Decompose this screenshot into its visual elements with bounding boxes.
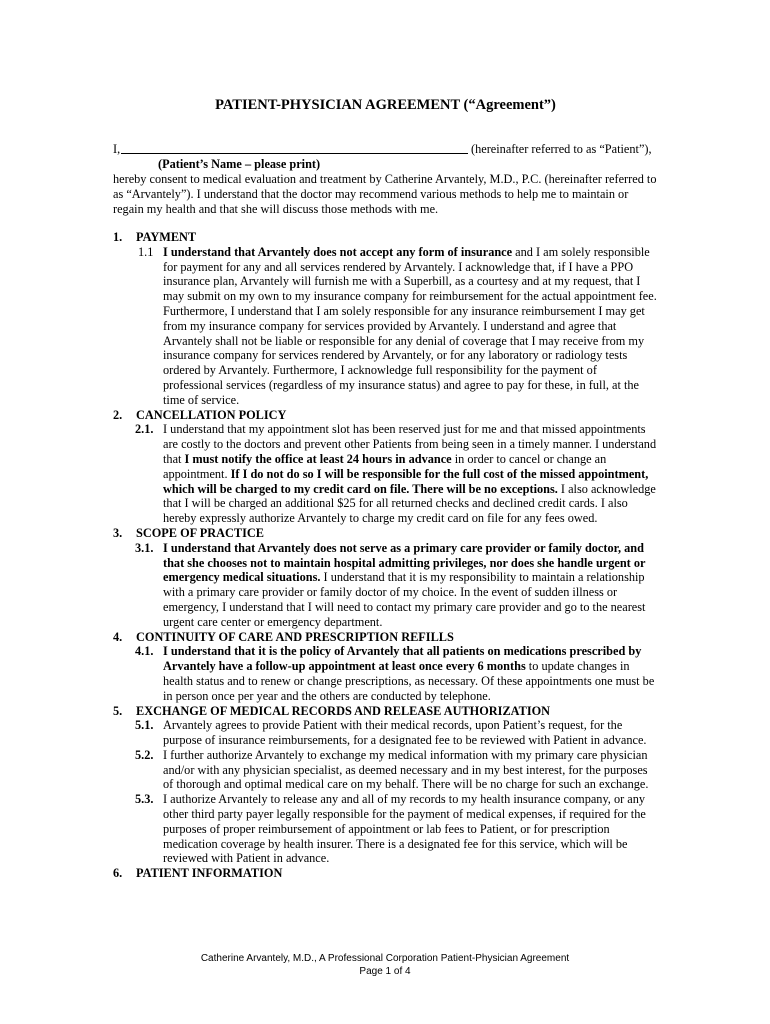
clause-number: 5.2. [135, 747, 154, 762]
document-title: PATIENT-PHYSICIAN AGREEMENT (“Agreement”) [215, 97, 556, 113]
clause-text: to update changes in health status and to renew or change prescriptions, as necessary. Of these appointments one must be in person once per year and the others are conducted by telephone. [163, 659, 655, 703]
clause-number: 5.3. [135, 792, 154, 807]
clause-number: 3.1. [135, 540, 154, 555]
clause-bold-text: If I do not do so I will be responsible for the full cost of the missed appointment, which will be charged to my credit card on file. There will be no exceptions. [163, 466, 649, 496]
section-title: EXCHANGE OF MEDICAL RECORDS AND RELEASE AUTHORIZATION [136, 703, 551, 718]
intro-suffix: (hereinafter referred to as “Patient”), [471, 142, 652, 156]
clause-bold-text: I must notify the office at least 24 hours in advance [184, 451, 452, 466]
section-number: 3. [113, 525, 123, 540]
clause-2-1 [113, 422, 658, 526]
clause-text: I authorize Arvantely to release any and all of my records to my health insurance company, or any other third party payer legally responsible for the payment of medical expenses, if required for the purposes of proper reimbursement of appointment or lab fees to Patient, or for prescription medication coverage by health insurer. There is a designated fee for this service, which will be reviewed with Patient in advance. [163, 792, 646, 866]
page-number: Page 1 of 4 [359, 965, 411, 977]
section-scope [113, 526, 658, 630]
intro-paragraph [113, 142, 658, 216]
intro-prefix: I, [113, 142, 121, 156]
section-heading [113, 230, 658, 245]
section-number: 6. [113, 866, 123, 881]
clause-text: I further authorize Arvantely to exchange my medical information with my primary care physician and/or with any physician specialist, as deemed necessary and in my best interest, for the purposes of thorough and optimal medical care on my behalf. There will be no charge for such an exchange. [163, 747, 649, 792]
section-title: CANCELLATION POLICY [136, 407, 287, 422]
section-patient-information [113, 866, 658, 881]
page-footer [0, 953, 770, 978]
patient-name-blank[interactable] [121, 153, 468, 154]
clause-bold-text: I understand that Arvantely does not accept any form of insurance [163, 244, 513, 259]
footer-text: Catherine Arvantely, M.D., A Professional Corporation Patient-Physician Agreement [200, 953, 570, 964]
section-title: SCOPE OF PRACTICE [136, 525, 264, 540]
clause-number: 1.1 [138, 244, 154, 259]
clause-text: and I am solely responsible for payment for any and all services rendered by Arvantely. I acknowledge that, if I have a PPO insurance plan, Arvantely will furnish me with a Superbill, as a courtesy and at my request, that I may submit on my own to my insurance company for reimbursement for the actual appointment fee. Furthermore, I understand that I am solely responsible for any insurance reimbursement I may get from my insurance company for services provided by Arvantely. I understand and agree that Arvantely shall not be liable or responsible for any denial of coverage that I may receive from my insurance company for services rendered by Arvantely, or for any laboratory or radiology tests ordered by Arvantely. Furthermore, I acknowledge full responsibility for the payment of professional services (regardless of my insurance status) and agree to pay for these, in full, at the time of service. [163, 244, 657, 407]
section-heading [113, 704, 658, 719]
section-title: PAYMENT [136, 230, 197, 244]
clause-text: I understand that my appointment slot has been reserved just for me and that missed appointments are costly to the doctors and prevent other Patients from being seen in a timely manner. I understand that [163, 422, 657, 466]
section-heading [113, 408, 658, 423]
clause-number: 4.1. [135, 644, 154, 659]
section-records [113, 704, 658, 867]
section-number: 4. [113, 629, 123, 644]
clause-bold-text: I understand that Arvantely does not serve as a primary care provider or family doctor, and that she chooses not to maintain hospital admitting privileges, nor does she handle urgent or emergency medical situations. [163, 540, 646, 585]
section-heading [113, 526, 658, 541]
section-payment [113, 230, 658, 408]
clause-text: in order to cancel or change an appointment. [163, 451, 607, 481]
intro-body: hereby consent to medical evaluation and treatment by Catherine Arvantely, M.D., P.C. (hereinafter referred to as “Arvantely”). I understand that the doctor may recommend various methods to help me to maintain or regain my health and that she will discuss those methods with me. [113, 172, 657, 216]
section-number: 2. [113, 407, 123, 422]
section-title: PATIENT INFORMATION [136, 866, 283, 881]
clause-5-2 [113, 748, 658, 792]
clause-5-3 [113, 792, 658, 866]
section-heading [113, 866, 658, 881]
clause-number: 2.1. [135, 422, 154, 437]
clause-3-1 [113, 541, 658, 630]
section-number: 5. [113, 703, 123, 718]
clause-bold-text: I understand that it is the policy of Arvantely that all patients on medications prescribed by Arvantely have a follow-up appointment at least once every 6 months [163, 644, 642, 674]
clause-text: Arvantely agrees to provide Patient with their medical records, upon Patient’s request, for the purpose of insurance reimbursements, for a designated fee to be reviewed with Patient in advance. [163, 718, 647, 748]
section-cancellation [113, 408, 658, 526]
patient-name-line [113, 142, 658, 157]
patient-name-label: (Patient’s Name – please print) [158, 157, 321, 171]
clause-5-1 [113, 718, 658, 748]
clause-text: I understand that it is my responsibility to maintain a relationship with a primary care provider or family doctor of my choice. In the event of sudden illness or emergency, I understand that I will need to contact my primary care provider and go to the nearest urgent care center or emergency department. [163, 570, 646, 629]
clause-number: 5.1. [135, 718, 154, 733]
agreement-sections [113, 230, 658, 881]
clause-1-1 [113, 245, 658, 408]
section-number: 1. [113, 230, 123, 244]
clause-4-1 [113, 644, 658, 703]
clause-text: I also acknowledge that I will be charged an additional $25 for all returned checks and declined credit cards. I also hereby expressly authorize Arvantely to charge my credit card on file for any fees owed. [163, 481, 656, 526]
section-heading [113, 630, 658, 645]
section-title: CONTINUITY OF CARE AND PRESCRIPTION REFILLS [136, 629, 454, 644]
section-continuity [113, 630, 658, 704]
